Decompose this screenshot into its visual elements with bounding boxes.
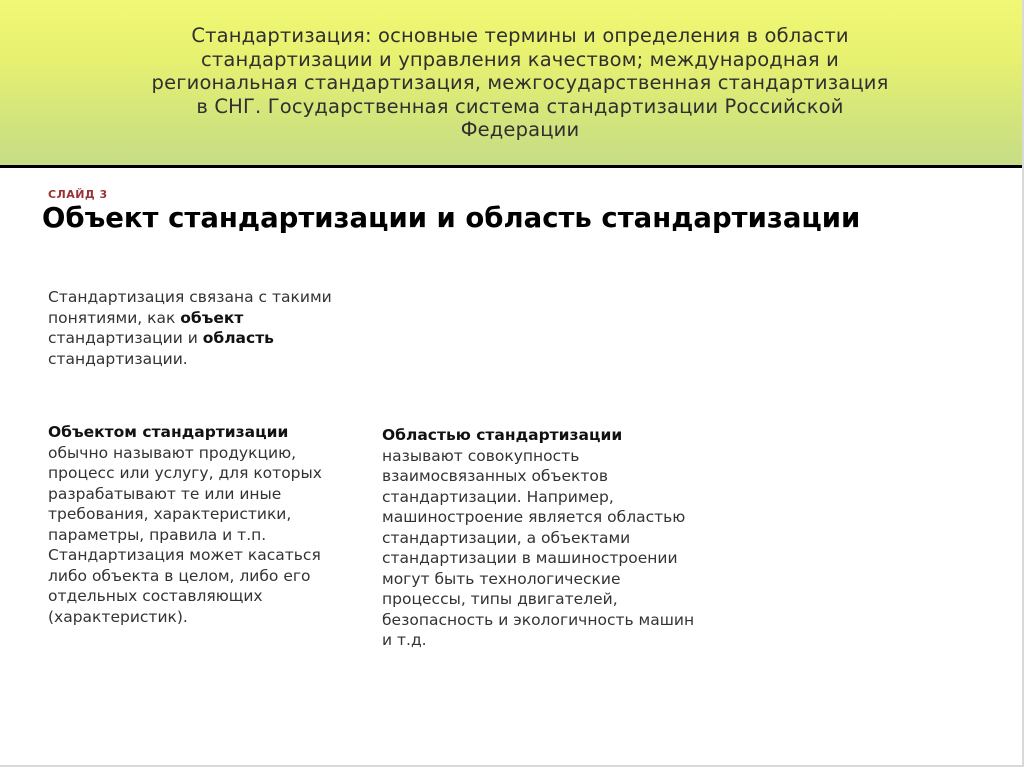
header-banner <box>0 0 1022 165</box>
intro-text: стандартизации. <box>48 349 188 368</box>
title-line: региональная стандартизация, межгосударственная стандартизация <box>151 71 889 94</box>
title-line: стандартизации и управления качеством; международная и <box>201 47 839 71</box>
header-divider <box>0 165 1022 168</box>
area-definition <box>382 425 702 651</box>
title-line: в СНГ. Государственная система стандартизации Российской <box>196 94 844 118</box>
intro-text: стандартизации и <box>48 329 203 347</box>
object-definition <box>48 422 358 627</box>
intro-paragraph <box>48 287 378 369</box>
area-definition-body: называют совокупность взаимосвязанных объектов стандартизации. Например, машиностроение является областью стандартизации, а объектами стандартизации в машиностроении могут быть технологические процессы, типы двигателей, безопасность и экологичность машин и т.д. <box>382 446 695 649</box>
object-definition-body: обычно называют продукцию, процесс или услугу, для которых разрабатывают те или иные требования, характеристики, параметры, правила и т.п. Стандартизация может касаться либо объекта в целом, либо его отдельных составляющих (характеристик). <box>48 443 322 626</box>
slide-title: Объект стандартизации и область стандартизации <box>42 202 861 234</box>
title-line: Федерации <box>460 118 580 141</box>
slide-number-label: СЛАЙД 3 <box>48 188 108 201</box>
intro-term-object: объект <box>180 308 244 327</box>
area-definition-heading: Областью стандартизации <box>382 426 623 444</box>
intro-text: Стандартизация связана с такими понятиями, как <box>48 288 332 327</box>
intro-term-area: область <box>202 329 274 347</box>
title-line: Стандартизация: основные термины и определения в области <box>191 24 849 47</box>
presentation-title <box>120 24 920 142</box>
object-definition-heading: Объектом стандартизации <box>48 423 289 441</box>
